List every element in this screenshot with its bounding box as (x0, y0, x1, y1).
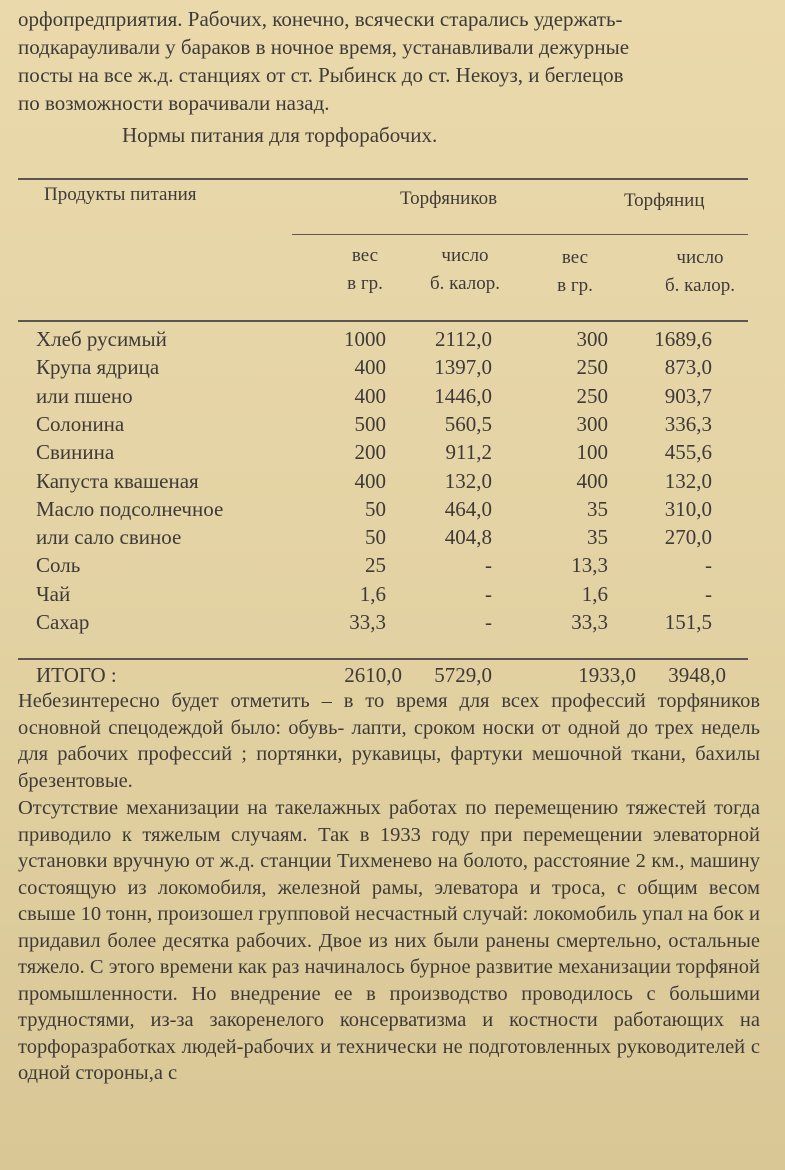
subheader-cal-women-line2: б. калор. (665, 275, 735, 296)
row-cal-women: - (705, 553, 712, 578)
row-weight-women: 400 (576, 468, 608, 493)
row-cal-women: 132,0 (664, 468, 712, 493)
total-cal-women: 3948,0 (668, 663, 726, 687)
row-weight-men: 400 (354, 383, 386, 408)
row-cal-men: - (485, 610, 492, 634)
row-product: Чай (36, 581, 71, 606)
table-caption: Нормы питания для торфорабочих. (122, 123, 438, 147)
total-weight-women: 1933,0 (578, 663, 636, 687)
paragraph-workwear: Небезинтересно будет отметить – в то время для всех профессий торфяников основной спецодеждой было: обувь- лапти, сроком носки от одной до трех недель для рабочих профессий ; портянки, рукавицы, фартуки мешочной ткани, бахилы брезентовые. (18, 690, 760, 792)
subheader-weight-men (330, 243, 400, 297)
row-weight-women: 250 (576, 383, 608, 408)
table-header-rule (18, 320, 748, 322)
row-cal-men: 132,0 (444, 468, 492, 493)
row-product: Солонина (36, 411, 125, 436)
table-subheader-rule (292, 234, 748, 235)
row-cal-women: 1689,6 (654, 327, 712, 351)
row-product: или пшено (36, 383, 133, 408)
subheader-weight-women-line2: в гр. (557, 275, 593, 296)
row-product: Крупа ядрица (36, 355, 160, 380)
total-cal-men: 5729,0 (434, 663, 492, 687)
row-product: Соль (36, 553, 81, 578)
intro-line-3: посты на все ж.д. станциях от ст. Рыбинск до ст. Некоуз, и беглецов (18, 63, 624, 87)
row-cal-women: 903,7 (664, 383, 712, 408)
intro-line-1: орфопредприятия. Рабочих, конечно, всячески старались удержать- (18, 7, 623, 31)
row-cal-men: 911,2 (445, 440, 492, 465)
row-weight-men: 400 (354, 355, 386, 380)
subheader-cal-men (410, 243, 520, 297)
row-cal-men: 404,8 (444, 525, 492, 550)
row-weight-men: 50 (365, 525, 386, 550)
row-cal-women: 873,0 (664, 355, 712, 380)
row-weight-women: 33,3 (571, 610, 608, 634)
row-cal-men: 2112,0 (435, 327, 492, 351)
row-cal-women: 270,0 (664, 525, 712, 550)
row-weight-women: 13,3 (571, 553, 608, 578)
row-product: или сало свиное (36, 525, 182, 550)
row-weight-men: 25 (365, 553, 386, 578)
subheader-weight-women (540, 245, 610, 299)
header-products: Продукты питания (44, 184, 197, 205)
total-weight-men: 2610,0 (344, 663, 402, 687)
row-cal-women: 336,3 (664, 411, 712, 436)
subheader-weight-men-line1: вес (351, 245, 379, 266)
row-cal-women: 151,5 (664, 610, 712, 634)
row-cal-women: 455,6 (664, 440, 712, 465)
row-product: Сахар (36, 610, 90, 634)
row-weight-women: 35 (587, 496, 608, 521)
row-weight-men: 33,3 (349, 610, 386, 634)
row-weight-men: 400 (354, 468, 386, 493)
row-weight-men: 1000 (344, 327, 386, 351)
table-bottom-rule (18, 658, 748, 660)
row-cal-men: 464,0 (444, 496, 492, 521)
subheader-weight-women-line1: вес (561, 247, 589, 268)
row-product: Масло подсолнечное (36, 496, 224, 521)
row-cal-men: - (485, 581, 492, 606)
subheader-cal-women-line1: число (676, 247, 724, 268)
row-product: Хлеб русимый (36, 327, 167, 351)
row-weight-women: 300 (576, 411, 608, 436)
intro-line-4: по возможности ворачивали назад. (18, 91, 330, 115)
row-product: Капуста квашеная (36, 468, 199, 493)
table-top-rule (18, 178, 748, 180)
paragraph-mechanization: Отсутствие механизации на такелажных работах по перемещению тяжестей тогда приводило к тяжелым случаям. Так в 1933 году при перемещении элеваторной установки вручную от ж.д. станции Тихменево на болото, расстояние 2 км., машину состоящую из локомобиля, железной рамы, элеватора и троса, с общим весом свыше 10 тонн, произошел групповой несчастный случай: локомобиль упал на бок и придавил более десятка рабочих. Двое из них были ранены смертельно, остальные тяжело. С этого времени как раз начиналось бурное развитие механизации торфяной промышленности. Но внедрение ее в производство проводилось с большими трудностями, из-за закоренелого консерватизма и костности работающих на торфоразработках людей-рабочих и технически не подготовленных руководителей с одной стороны,а с (18, 797, 760, 1084)
header-women: Торфяниц (624, 190, 705, 211)
total-label: ИТОГО : (36, 663, 117, 687)
row-cal-men: 1446,0 (434, 383, 492, 408)
intro-line-2: подкарауливали у бараков в ночное время, устанавливали дежурные (18, 35, 630, 59)
row-cal-men: 560,5 (444, 411, 492, 436)
row-weight-women: 35 (587, 525, 608, 550)
subheader-cal-men-line1: число (441, 245, 489, 266)
row-cal-women: - (705, 581, 712, 606)
row-weight-men: 200 (354, 440, 386, 465)
row-weight-women: 250 (576, 355, 608, 380)
row-cal-men: 1397,0 (434, 355, 492, 380)
row-weight-women: 300 (576, 327, 608, 351)
subheader-weight-men-line2: в гр. (347, 273, 383, 294)
row-cal-men: - (485, 553, 492, 578)
row-weight-women: 100 (576, 440, 608, 465)
row-weight-men: 1,6 (359, 581, 386, 606)
subheader-cal-women (640, 245, 760, 299)
row-weight-women: 1,6 (581, 581, 608, 606)
row-product: Свинина (36, 440, 115, 465)
subheader-cal-men-line2: б. калор. (430, 273, 500, 294)
row-weight-men: 50 (365, 496, 386, 521)
row-weight-men: 500 (354, 411, 386, 436)
row-cal-women: 310,0 (664, 496, 712, 521)
header-men: Торфяников (400, 188, 498, 209)
